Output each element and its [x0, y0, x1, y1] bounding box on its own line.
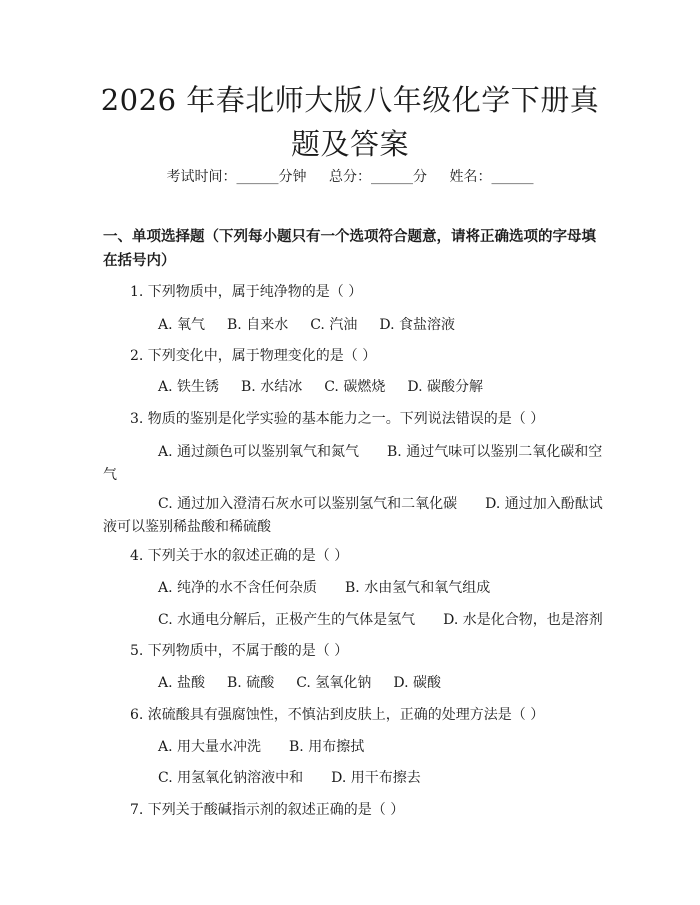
option-line-continued: 液可以鉴别稀盐酸和稀硫酸: [103, 519, 271, 535]
option-b: B. 硫酸: [227, 675, 275, 691]
section-heading: 一、单项选择题（下列每小题只有一个选项符合题意，请将正确选项的字母填在括号内）: [103, 229, 596, 269]
option-d: D. 食盐溶液: [379, 317, 455, 333]
option-line-continued: 气: [103, 467, 117, 483]
question-options: [158, 315, 455, 335]
question-stem: 2. 下列变化中，属于物理变化的是（ ）: [130, 348, 377, 364]
option-a: A. 盐酸: [158, 675, 206, 691]
exam-time-field: 考试时间：______分钟: [166, 169, 307, 185]
option-line: A. 用大量水冲洗 B. 用布擦拭: [158, 739, 365, 755]
option-c: C. 氢氧化钠: [296, 675, 372, 691]
option-b: B. 水结冰: [241, 379, 303, 395]
option-line: C. 通过加入澄清石灰水可以鉴别氢气和二氧化碳 D. 通过加入酚酞试: [158, 496, 603, 512]
option-line: A. 纯净的水不含任何杂质 B. 水由氢气和氧气组成: [158, 580, 491, 596]
option-line: C. 水通电分解后，正极产生的气体是氢气 D. 水是化合物，也是溶剂: [158, 612, 603, 628]
option-d: D. 碳酸分解: [407, 379, 483, 395]
total-score-field: 总分：______分: [329, 169, 427, 185]
student-name-field: 姓名：______: [449, 169, 534, 185]
document-title: 2026 年春北师大版八年级化学下册真题及答案: [100, 83, 600, 161]
question-options: [158, 673, 441, 693]
option-a: A. 铁生锈: [158, 379, 220, 395]
question-stem: 3. 物质的鉴别是化学实验的基本能力之一。下列说法错误的是（ ）: [130, 411, 545, 427]
question-stem: 5. 下列物质中，不属于酸的是（ ）: [130, 643, 349, 659]
question-stem: 1. 下列物质中，属于纯净物的是（ ）: [130, 284, 363, 300]
question-stem: 6. 浓硫酸具有强腐蚀性，不慎沾到皮肤上，正确的处理方法是（ ）: [130, 707, 545, 723]
option-c: C. 碳燃烧: [324, 379, 386, 395]
question-options: [158, 377, 483, 397]
question-stem: 7. 下列关于酸碱指示剂的叙述正确的是（ ）: [130, 802, 405, 818]
option-a: A. 氧气: [158, 317, 206, 333]
option-line: A. 通过颜色可以鉴别氧气和氮气 B. 通过气味可以鉴别二氧化碳和空: [158, 444, 603, 460]
option-c: C. 汽油: [310, 317, 358, 333]
option-d: D. 碳酸: [393, 675, 441, 691]
question-stem: 4. 下列关于水的叙述正确的是（ ）: [130, 548, 349, 564]
option-b: B. 自来水: [227, 317, 289, 333]
option-line: C. 用氢氧化钠溶液中和 D. 用干布擦去: [158, 770, 421, 786]
exam-info: [0, 166, 700, 188]
